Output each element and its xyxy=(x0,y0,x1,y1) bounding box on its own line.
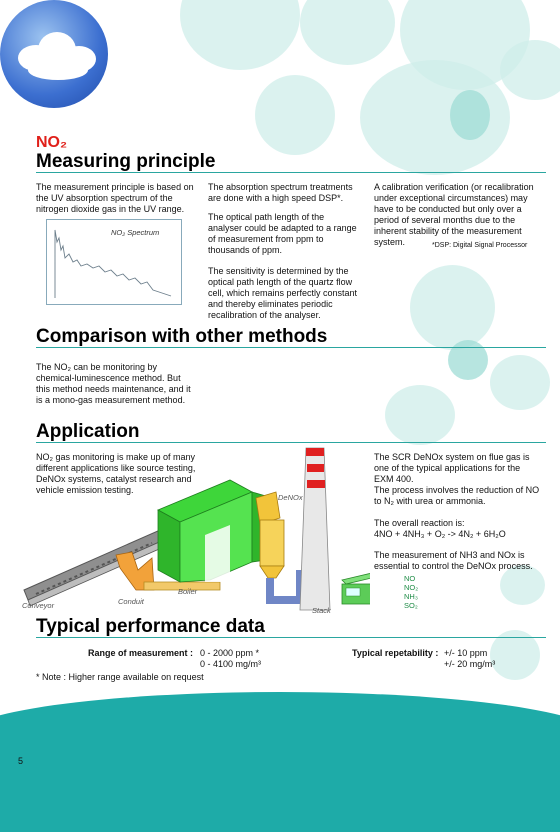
boiler xyxy=(144,480,266,590)
gas-item: NO₂ xyxy=(404,583,419,592)
section-heading-comparison: Comparison with other methods xyxy=(36,326,328,347)
stack xyxy=(300,448,330,610)
page-number: 5 xyxy=(18,756,24,766)
stack-label: Stack xyxy=(312,606,331,615)
bg-bubble xyxy=(410,265,495,350)
footer-band xyxy=(0,692,560,832)
application-right-p1: The SCR DeNOx system on flue gas is one of the typical applications for the EXM 400. xyxy=(374,452,530,484)
divider xyxy=(36,637,546,638)
range-value-ppm: 0 - 2000 ppm * xyxy=(200,648,260,658)
application-right-p4: The measurement of NH3 and NOx is essential to control the DeNOx process. xyxy=(374,550,533,571)
repeatability-value-mg: +/- 20 mg/m³ xyxy=(444,659,496,669)
application-right-p2: The process involves the reduction of NO to N₂ with urea or ammonia. xyxy=(374,485,540,506)
section-heading-application: Application xyxy=(36,421,140,442)
gas-item: SO₂ xyxy=(404,601,418,610)
spectrum-label: NO₂ Spectrum xyxy=(111,228,160,237)
reaction-equation: 4NO + 4NH₃ + O₂ -> 4N₂ + 6H₂O xyxy=(374,529,506,539)
denox-label: DeNOx xyxy=(278,493,303,502)
bg-bubble xyxy=(448,340,488,380)
gas-item: NH₃ xyxy=(404,592,418,601)
boiler-label: Boiler xyxy=(178,587,198,596)
spectrum-chart xyxy=(46,219,182,305)
sky-photo xyxy=(0,0,108,108)
range-note: * Note : Higher range available on request xyxy=(36,672,204,682)
denox-unit xyxy=(256,492,284,578)
measuring-col1: The measurement principle is based on the UV absorption spectrum of the nitrogen dioxide gas in the UV range. xyxy=(36,182,194,214)
range-value-mg: 0 - 4100 mg/m³ xyxy=(200,659,262,669)
section-heading-performance: Typical performance data xyxy=(36,616,265,637)
measuring-col3-p1: A calibration verification (or recalibration under exceptional circumstances) may have to be conducted but only over a period of several months due to the inherent stability of the measurement system. xyxy=(374,182,534,247)
bg-bubble xyxy=(385,385,455,445)
conveyor-label: Conveyor xyxy=(22,601,55,610)
gas-list xyxy=(404,574,418,610)
measuring-col2-p2: The optical path length of the analyser could be adapted to a range of measurement from ppm to thousands of ppm. xyxy=(208,212,357,255)
dsp-footnote: *DSP: Digital Signal Processor xyxy=(432,242,528,249)
conduit-label: Conduit xyxy=(118,597,144,606)
gas-item: NO xyxy=(404,574,416,583)
analyser-unit xyxy=(342,572,370,604)
repeatability-value-ppm: +/- 10 ppm xyxy=(444,648,488,658)
application-right-p3: The overall reaction is: xyxy=(374,518,465,528)
comparison-text: The NO₂ can be monitoring by chemical-luminescence method. But this method needs maintenance, and it is a mono-gas measurement method. xyxy=(36,362,191,405)
measuring-col2-p1: The absorption spectrum treatments are done with a high speed DSP*. xyxy=(208,182,353,203)
bg-bubble xyxy=(490,355,550,410)
bg-bubble xyxy=(255,75,335,155)
section-heading-measuring: Measuring principle xyxy=(36,151,216,172)
divider xyxy=(36,347,546,348)
bg-bubble xyxy=(450,90,490,140)
measuring-col2-p3: The sensitivity is determined by the optical path length of the quartz flow cell, which remains perfectly constant and thereby eliminates periodic recalibration of the analyser. xyxy=(208,266,358,320)
application-left-text: NO₂ gas monitoring is make up of many different applications like source testing, DeNOx systems, catalyst research and vehicle emission testing. xyxy=(36,452,196,495)
bg-bubble xyxy=(300,0,395,65)
divider xyxy=(36,172,546,173)
page-title: NO₂ xyxy=(36,134,68,151)
range-label: Range of measurement : xyxy=(88,648,194,658)
repeatability-label: Typical repetability : xyxy=(352,648,439,658)
bg-bubble xyxy=(500,40,560,100)
bg-bubble xyxy=(180,0,300,70)
